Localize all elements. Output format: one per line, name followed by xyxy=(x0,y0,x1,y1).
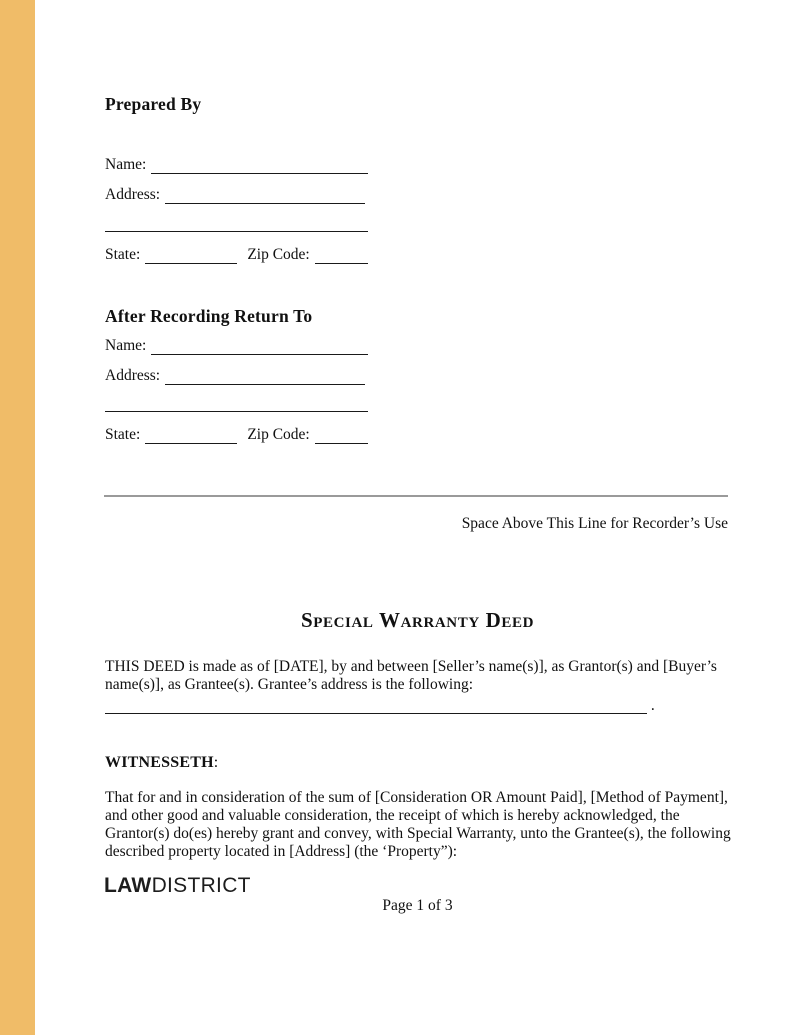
zip-blank-line xyxy=(315,426,368,444)
prepared-by-name-field xyxy=(105,156,368,174)
prepared-by-heading: Prepared By xyxy=(105,94,202,114)
prepared-by-address-line2 xyxy=(105,231,368,232)
zip-blank-line xyxy=(315,246,368,264)
grantee-address-blank-line xyxy=(105,700,647,714)
state-blank-line xyxy=(145,246,237,264)
address-blank-line xyxy=(165,367,365,385)
return-to-heading: After Recording Return To xyxy=(105,306,313,326)
name-blank-line xyxy=(151,337,368,355)
left-stripe xyxy=(0,0,35,1035)
address-blank-line xyxy=(165,186,365,204)
name-blank-line xyxy=(151,156,368,174)
recorder-note: Space Above This Line for Recorder’s Use xyxy=(461,515,728,532)
address-line-period: . xyxy=(650,697,655,714)
address-label: Address: xyxy=(105,186,161,203)
witnesseth-word: WITNESSETH xyxy=(105,754,214,771)
zip-label: Zip Code: xyxy=(247,246,310,263)
state-blank-line xyxy=(145,426,237,444)
return-to-state-zip-field xyxy=(105,426,368,444)
deed-title: Special Warranty Deed xyxy=(300,608,535,632)
name-label: Name: xyxy=(105,337,147,354)
address-label: Address: xyxy=(105,367,161,384)
return-to-name-field xyxy=(105,337,368,355)
logo-district-text: DISTRICT xyxy=(151,874,251,897)
recorder-divider-line xyxy=(104,495,728,497)
lawdistrict-logo xyxy=(104,876,251,896)
name-label: Name: xyxy=(105,156,147,173)
page-indicator: Page 1 of 3 xyxy=(382,897,453,914)
state-label: State: xyxy=(105,426,141,443)
prepared-by-address-field xyxy=(105,186,365,204)
witnesseth-colon: : xyxy=(213,754,219,771)
logo-law-text: LAW xyxy=(104,874,152,897)
state-label: State: xyxy=(105,246,141,263)
prepared-by-state-zip-field xyxy=(105,246,368,264)
return-to-address-line2 xyxy=(105,411,368,412)
witnesseth-heading xyxy=(105,754,218,772)
grantee-address-field xyxy=(105,698,655,714)
return-to-address-field xyxy=(105,367,365,385)
deed-intro-paragraph: THIS DEED is made as of [DATE], by and between [Seller’s name(s)], as Grantor(s) and [Buyer’s name(s)], as Grantee(s). Grantee’s address is the following: xyxy=(105,658,717,693)
witnesseth-paragraph: That for and in consideration of the sum of [Consideration OR Amount Paid], [Method of Payment], and other good and valuable consideration, the receipt of which is hereby acknowledged, the Grantor(s) do(es) hereby grant and convey, with Special Warranty, unto the Grantee(s), the following described property located in [Address] (the ‘Property”): xyxy=(105,789,731,860)
zip-label: Zip Code: xyxy=(247,426,310,443)
